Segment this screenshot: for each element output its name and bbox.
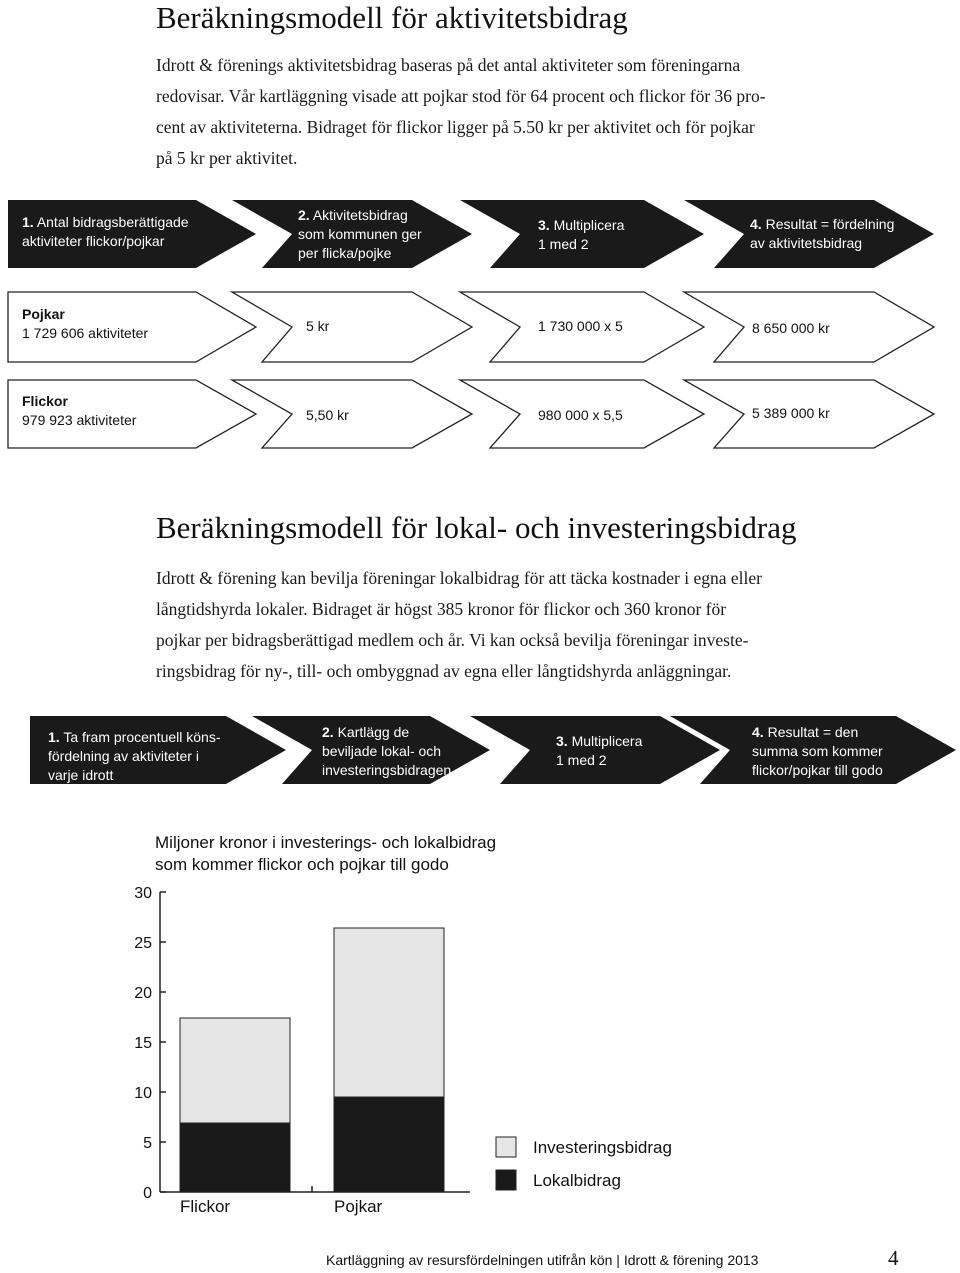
step-num: 2. xyxy=(298,207,310,223)
pojkar-rate-label: 5 kr xyxy=(306,318,330,334)
step-text: 1 med 2 xyxy=(538,236,589,252)
step-num: 3. xyxy=(556,733,568,749)
step-text: Resultat = den xyxy=(767,724,859,740)
chart-title xyxy=(155,832,496,876)
y-tick-label: 15 xyxy=(134,1035,152,1052)
s2-step4-label xyxy=(752,723,883,780)
bar-chart xyxy=(134,885,672,1216)
step-text: flickor/pojkar till godo xyxy=(752,762,883,778)
row-count: 1 729 606 aktiviteter xyxy=(22,325,149,341)
row-count: 979 923 aktiviteter xyxy=(22,412,137,428)
step-text: Multiplicera xyxy=(571,733,643,749)
y-tick-label: 5 xyxy=(143,1135,152,1152)
y-tick-label: 10 xyxy=(134,1085,152,1102)
step-text: av aktivitetsbidrag xyxy=(750,235,863,251)
bar-flickor-investeringsbidrag xyxy=(180,1018,290,1123)
step-num: 1. xyxy=(22,214,34,230)
bar-pojkar-investeringsbidrag xyxy=(334,928,444,1097)
s2-step1-label xyxy=(48,728,221,785)
flickor-calc-label: 980 000 x 5,5 xyxy=(538,407,623,423)
step3-label xyxy=(538,216,624,254)
step-num: 4. xyxy=(752,724,764,740)
step2-label xyxy=(298,206,422,263)
pojkar-cell-rate xyxy=(232,292,472,362)
row-label: Flickor xyxy=(22,393,68,409)
step-num: 2. xyxy=(322,724,334,740)
para-line: pojkar per bidragsberättigad medlem och år. Vi kan också bevilja föreningar investe- xyxy=(156,630,749,650)
y-tick-label: 30 xyxy=(134,885,152,902)
para-line: Idrott & förening kan bevilja föreningar lokalbidrag för att täcka kostnader i egna eller xyxy=(156,568,762,588)
step-text: Kartlägg de xyxy=(337,724,410,740)
legend-label: Lokalbidrag xyxy=(533,1171,621,1190)
legend-swatch-lokalbidrag xyxy=(496,1170,516,1190)
section2-title: Beräkningsmodell för lokal- och investeringsbidrag xyxy=(156,510,797,545)
flickor-count-label xyxy=(22,392,136,430)
step-text: summa som kommer xyxy=(752,743,883,759)
step4-label xyxy=(750,215,894,253)
step-num: 4. xyxy=(750,216,762,232)
pojkar-count-label xyxy=(22,305,148,343)
step-text: Antal bidragsberättigade xyxy=(36,214,189,230)
s2-step2-label xyxy=(322,723,451,780)
section1-title: Beräkningsmodell för aktivitetsbidrag xyxy=(156,0,628,35)
para-line: långtidshyrda lokaler. Bidraget är högst 385 kronor för flickor och 360 kronor för xyxy=(156,599,727,619)
para-line: Idrott & förenings aktivitetsbidrag baseras på det antal aktiviteter som föreningarna xyxy=(156,55,741,75)
step-text: fördelning av aktiviteter i xyxy=(48,748,199,764)
step-text: Multiplicera xyxy=(553,217,625,233)
x-tick-label: Flickor xyxy=(180,1197,231,1216)
step-text: per flicka/pojke xyxy=(298,245,392,261)
flickor-result-label: 5 389 000 kr xyxy=(752,405,830,421)
para-line: på 5 kr per aktivitet. xyxy=(156,148,298,168)
page-number: 4 xyxy=(888,1246,899,1270)
legend-swatch-investeringsbidrag xyxy=(496,1137,516,1157)
section2-paragraph xyxy=(156,563,936,687)
step-text: Aktivitetsbidrag xyxy=(312,207,408,223)
pojkar-result-label: 8 650 000 kr xyxy=(752,320,830,336)
y-tick-label: 20 xyxy=(134,985,152,1002)
step-text: investeringsbidragen xyxy=(322,762,452,778)
step-text: beviljade lokal- och xyxy=(322,743,442,759)
flickor-rate-label: 5,50 kr xyxy=(306,407,349,423)
step-num: 3. xyxy=(538,217,550,233)
x-tick-label: Pojkar xyxy=(334,1197,383,1216)
pojkar-calc-label: 1 730 000 x 5 xyxy=(538,318,623,334)
step-text: som kommunen ger xyxy=(298,226,422,242)
step-text: 1 med 2 xyxy=(556,752,607,768)
footer-text: Kartläggning av resursfördelningen utifrån kön | Idrott & förening 2013 xyxy=(326,1252,759,1268)
para-line: ringsbidrag för ny-, till- och ombyggnad av egna eller långtidshyrda anläggningar. xyxy=(156,661,732,681)
legend-label: Investeringsbidrag xyxy=(533,1138,672,1157)
step-num: 1. xyxy=(48,729,60,745)
chart-title-line: som kommer flickor och pojkar till godo xyxy=(155,855,449,874)
step-text: aktiviteter flickor/pojkar xyxy=(22,233,165,249)
chart-title-line: Miljoner kronor i investerings- och lokalbidrag xyxy=(155,833,497,852)
y-tick-label: 25 xyxy=(134,935,152,952)
row-label: Pojkar xyxy=(22,306,65,322)
step-text: varje idrott xyxy=(48,767,114,783)
bar-flickor-lokalbidrag xyxy=(180,1123,290,1192)
step1-label xyxy=(22,213,189,251)
s2-step3-label xyxy=(556,732,642,770)
step-text: Ta fram procentuell köns- xyxy=(63,729,221,745)
bar-pojkar-lokalbidrag xyxy=(334,1097,444,1192)
para-line: cent av aktiviteterna. Bidraget för flickor ligger på 5.50 kr per aktivitet och för pojkar xyxy=(156,117,755,137)
para-line: redovisar. Vår kartläggning visade att pojkar stod för 64 procent och flickor för 36 pro- xyxy=(156,86,766,106)
y-tick-label: 0 xyxy=(143,1185,152,1202)
flickor-cell-rate xyxy=(232,380,472,448)
step-text: Resultat = fördelning xyxy=(765,216,895,232)
